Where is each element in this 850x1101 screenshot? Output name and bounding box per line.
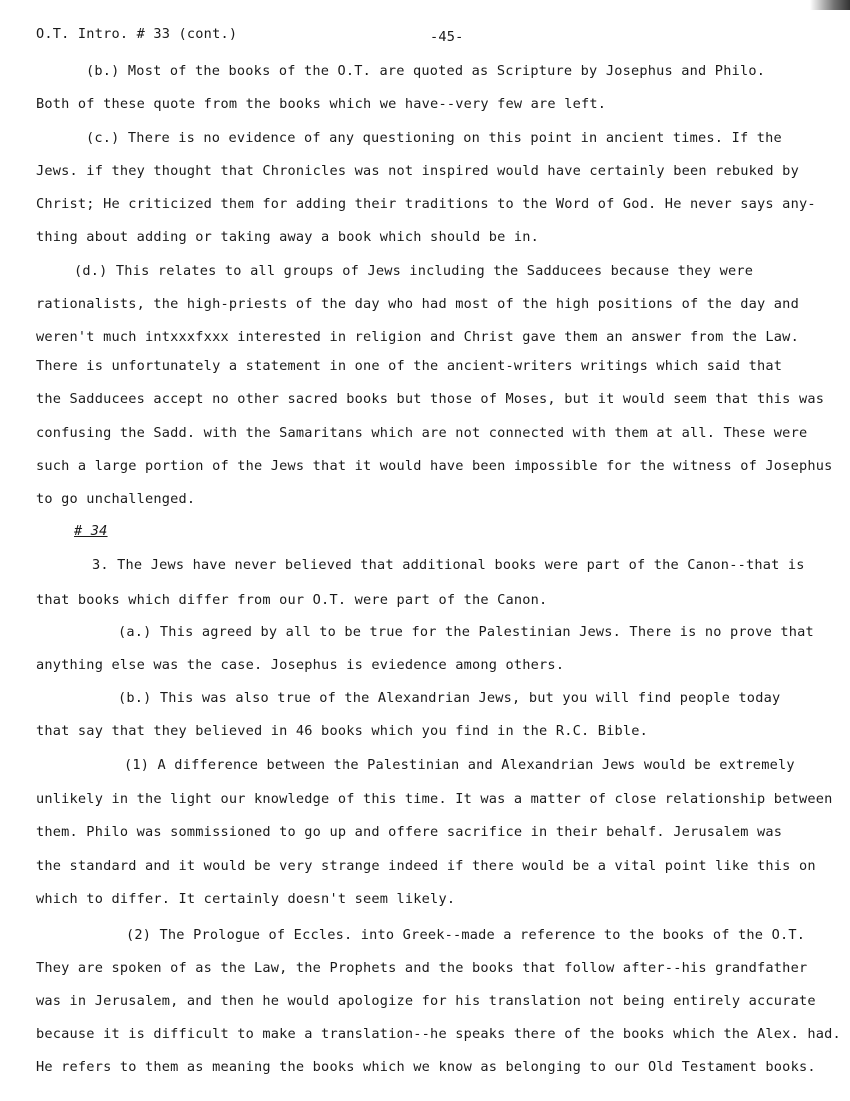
text-line: unlikely in the light our knowledge of this time. It was a matter of close relationship between xyxy=(36,791,833,807)
text-line: the standard and it would be very strange indeed if there would be a vital point like this on xyxy=(36,858,816,874)
text-line: them. Philo was sommissioned to go up and offere sacrifice in their behalf. Jerusalem was xyxy=(36,824,783,840)
text-line: thing about adding or taking away a book which should be in. xyxy=(36,229,540,245)
page-number: -45- xyxy=(430,29,464,45)
text-line: anything else was the case. Josephus is eviedence among others. xyxy=(36,657,565,673)
text-line: 3. The Jews have never believed that additional books were part of the Canon--that is xyxy=(92,557,805,573)
text-line: that say that they believed in 46 books which you find in the R.C. Bible. xyxy=(36,723,649,739)
text-line: to go unchallenged. xyxy=(36,491,196,507)
text-line: Both of these quote from the books which we have--very few are left. xyxy=(36,96,607,112)
text-line: Christ; He criticized them for adding their traditions to the Word of God. He never says any- xyxy=(36,196,816,212)
text-line: which to differ. It certainly doesn't seem likely. xyxy=(36,891,456,907)
text-line: He refers to them as meaning the books which we know as belonging to our Old Testament books. xyxy=(36,1059,816,1075)
text-line: (2) The Prologue of Eccles. into Greek--made a reference to the books of the O.T. xyxy=(126,927,806,943)
scan-edge-mark xyxy=(810,0,850,10)
text-line: such a large portion of the Jews that it would have been impossible for the witness of Josephus xyxy=(36,458,833,474)
text-line: They are spoken of as the Law, the Prophets and the books that follow after--his grandfather xyxy=(36,960,808,976)
section-label: # 34 xyxy=(74,523,108,539)
text-line: because it is difficult to make a translation--he speaks there of the books which the Alex. had. xyxy=(36,1026,841,1042)
text-line: rationalists, the high-priests of the day who had most of the high positions of the day and xyxy=(36,296,799,312)
text-line: (a.) This agreed by all to be true for the Palestinian Jews. There is no prove that xyxy=(118,624,814,640)
text-line: (b.) Most of the books of the O.T. are quoted as Scripture by Josephus and Philo. xyxy=(86,63,766,79)
text-line: (c.) There is no evidence of any questioning on this point in ancient times. If the xyxy=(86,130,782,146)
text-line: was in Jerusalem, and then he would apologize for his translation not being entirely accurate xyxy=(36,993,816,1009)
text-line: confusing the Sadd. with the Samaritans which are not connected with them at all. These were xyxy=(36,425,808,441)
text-line: There is unfortunately a statement in one of the ancient-writers writings which said that xyxy=(36,358,783,374)
text-line: that books which differ from our O.T. were part of the Canon. xyxy=(36,592,548,608)
text-line: (d.) This relates to all groups of Jews including the Sadducees because they were xyxy=(74,263,754,279)
header-title: O.T. Intro. # 33 (cont.) xyxy=(36,26,238,42)
text-line: weren't much intxxxfxxx interested in religion and Christ gave them an answer from the Law. xyxy=(36,329,799,345)
text-line: Jews. if they thought that Chronicles was not inspired would have certainly been rebuked by xyxy=(36,163,799,179)
text-line: the Sadducees accept no other sacred books but those of Moses, but it would seem that this was xyxy=(36,391,825,407)
text-line: (b.) This was also true of the Alexandrian Jews, but you will find people today xyxy=(118,690,781,706)
text-line: (1) A difference between the Palestinian and Alexandrian Jews would be extremely xyxy=(124,757,795,773)
